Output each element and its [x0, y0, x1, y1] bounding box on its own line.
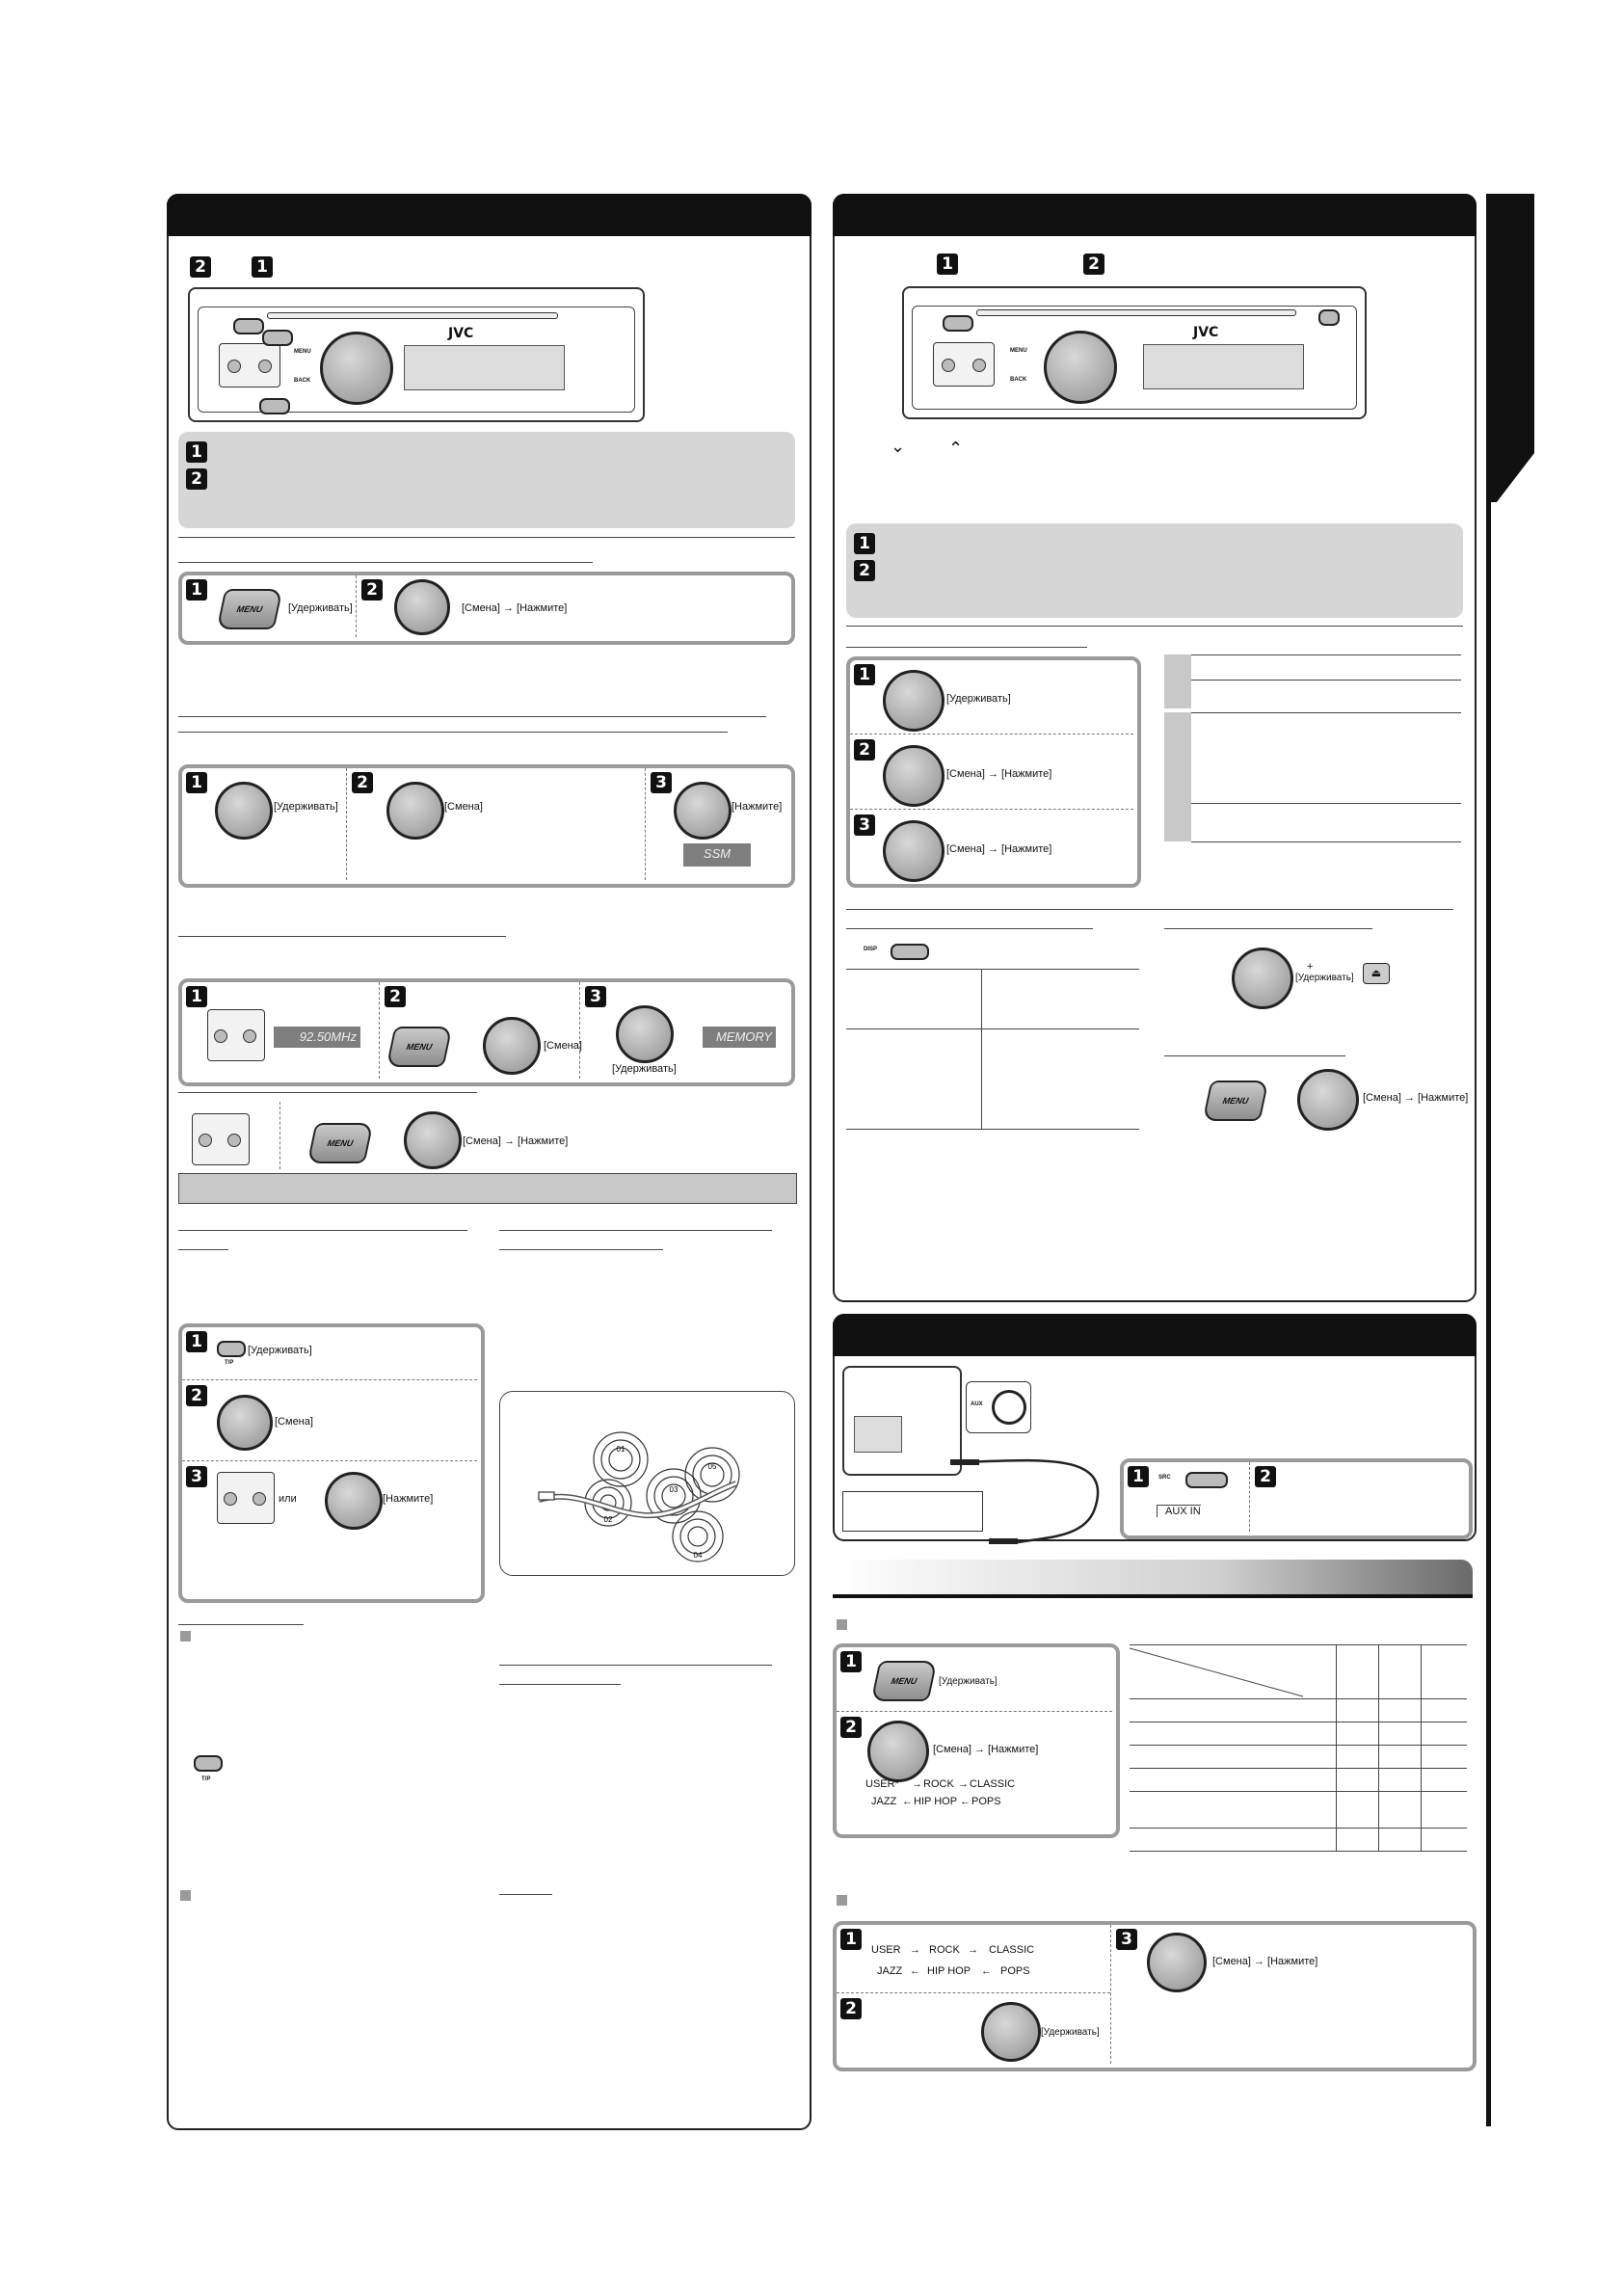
step-box-user-eq: 1 USER → ROCK → CLASSIC JAZZ ← HIP HOP ← POPS 2 [Удерживать] 3 [Смена] → [Нажмите] [833, 1921, 1477, 2071]
eq-values-table [1130, 1644, 1467, 1853]
ssm-display: SSM [683, 843, 751, 867]
settings-table [1164, 654, 1461, 841]
menu-button[interactable]: MENU [386, 1027, 453, 1067]
map-label-03: 03 [669, 1485, 678, 1494]
note-box [842, 1491, 983, 1532]
frequency-display: 92.50MHz [274, 1027, 360, 1048]
control-dial[interactable] [1232, 948, 1293, 1009]
down-arrow-icon: ⌄ [891, 437, 906, 456]
callout-2: 2 [1083, 254, 1104, 275]
step-box-eq: 1 MENU [Удерживать] 2 [Смена] → [Нажмите] USER* → ROCK → CLASSIC JAZZ ← HIP HOP ← POPS [833, 1643, 1120, 1838]
menu-button[interactable]: MENU [307, 1123, 374, 1163]
car-stereo-illustration: JVC MENU BACK [902, 286, 1367, 419]
control-dial[interactable] [1147, 1933, 1207, 1992]
step-box-a: 1 MENU [Удерживать] 2 [Смена] → [Нажмите] [178, 572, 795, 645]
control-dial[interactable] [674, 782, 732, 840]
right-top-panel: 1 2 JVC MENU BACK ⌄ ⌃ 1 2 1 [Удерживать] 2 [Смена] → [Нажмите] 3 [Смена] → [Нажмите] DISP + [Удерживать] ⏏ MENU [Смена] → [Нажмите] [833, 194, 1477, 1302]
control-dial[interactable] [883, 820, 945, 882]
control-dial[interactable] [883, 745, 945, 807]
station-map [499, 1391, 795, 1576]
step-box-aux: 1 SRC AUX IN 2 [1120, 1458, 1473, 1539]
right-top-panel-header [833, 194, 1477, 236]
control-dial[interactable] [325, 1472, 383, 1530]
map-label-05: 05 [707, 1462, 717, 1471]
tp-button[interactable] [194, 1755, 223, 1772]
callout-2: 2 [190, 256, 211, 278]
eq-mode-cycle: USER* → ROCK → CLASSIC JAZZ ← HIP HOP ← POPS [865, 1778, 1016, 1807]
control-dial[interactable] [483, 1017, 541, 1075]
map-label-04: 04 [693, 1551, 703, 1560]
disp-button[interactable] [891, 944, 929, 960]
control-dial[interactable] [217, 1395, 273, 1451]
broadcast-area-diagram [500, 1392, 794, 1575]
direction-pad[interactable] [192, 1113, 250, 1165]
brand-logo: JVC [448, 326, 474, 341]
control-dial[interactable] [981, 2002, 1041, 2062]
page-edge-line [1486, 194, 1491, 2126]
left-panel: 2 1 JVC MENU BACK 1 2 1 MENU [Удерживать] 2 [Смена] → [Нажмите] 1 [Удерживать] 2 [Смена] 3 [Нажмите] SSM 1 92.50MHz 2 MENU [Смена] 3 [Удерживать] MEMORY MENU [Смена] → [Нажмите] 1 T/P [Удерживать] 2 [Смена] 3 или [Нажмите] 01 02 03 04 05 T/P [167, 194, 812, 2130]
menu-button[interactable]: MENU [1203, 1081, 1269, 1121]
menu-button[interactable]: MENU [217, 589, 283, 629]
menu-button[interactable]: MENU [871, 1661, 938, 1701]
aux-jack-detail: AUX [966, 1381, 1031, 1433]
tp-button[interactable] [217, 1341, 246, 1357]
map-label-01: 01 [616, 1445, 625, 1454]
memory-display: MEMORY [703, 1027, 776, 1048]
section-bar [178, 1173, 797, 1204]
eq-mode-cycle: USER → ROCK → CLASSIC JAZZ ← HIP HOP ← POPS [871, 1944, 1035, 1977]
control-dial[interactable] [386, 782, 444, 840]
step-box-c: 1 92.50MHz 2 MENU [Смена] 3 [Удерживать] MEMORY [178, 978, 795, 1086]
aux-in-indicator: AUX IN [1157, 1505, 1201, 1517]
control-dial[interactable] [320, 332, 393, 405]
language-tab [1490, 194, 1534, 502]
step-box-e: 1 T/P [Удерживать] 2 [Смена] 3 или [Нажмите] [178, 1323, 485, 1603]
control-dial[interactable] [1044, 331, 1117, 404]
map-label-02: 02 [603, 1515, 613, 1524]
eject-button[interactable]: ⏏ [1363, 963, 1390, 984]
step-box-b: 1 [Удерживать] 2 [Смена] 3 [Нажмите] SSM [178, 764, 795, 888]
control-dial[interactable] [1297, 1069, 1359, 1131]
step-box-f: 1 [Удерживать] 2 [Смена] → [Нажмите] 3 [Смена] → [Нажмите] [846, 656, 1141, 888]
aux-panel [833, 1314, 1477, 1541]
control-dial[interactable] [215, 782, 273, 840]
control-dial[interactable] [616, 1005, 674, 1063]
direction-pad[interactable] [219, 343, 280, 387]
info-box: 1 2 [846, 523, 1463, 618]
direction-pad[interactable] [933, 342, 995, 387]
up-arrow-icon: ⌃ [948, 439, 964, 458]
left-panel-header [167, 194, 812, 236]
src-button[interactable] [1185, 1472, 1228, 1488]
callout-1: 1 [937, 254, 958, 275]
car-stereo-illustration: JVC MENU BACK [188, 287, 645, 422]
aux-panel-header [833, 1314, 1477, 1356]
control-dial[interactable] [394, 579, 450, 635]
direction-pad[interactable] [217, 1472, 275, 1524]
control-dial[interactable] [404, 1111, 462, 1169]
callout-1: 1 [252, 256, 273, 278]
table-diagonal [1130, 1644, 1342, 1700]
control-dial[interactable] [867, 1721, 929, 1782]
control-dial[interactable] [883, 670, 945, 732]
brand-logo: JVC [1193, 325, 1219, 340]
info-box: 1 2 [178, 432, 795, 528]
sound-section-bar [833, 1560, 1473, 1598]
direction-pad[interactable] [207, 1009, 265, 1061]
